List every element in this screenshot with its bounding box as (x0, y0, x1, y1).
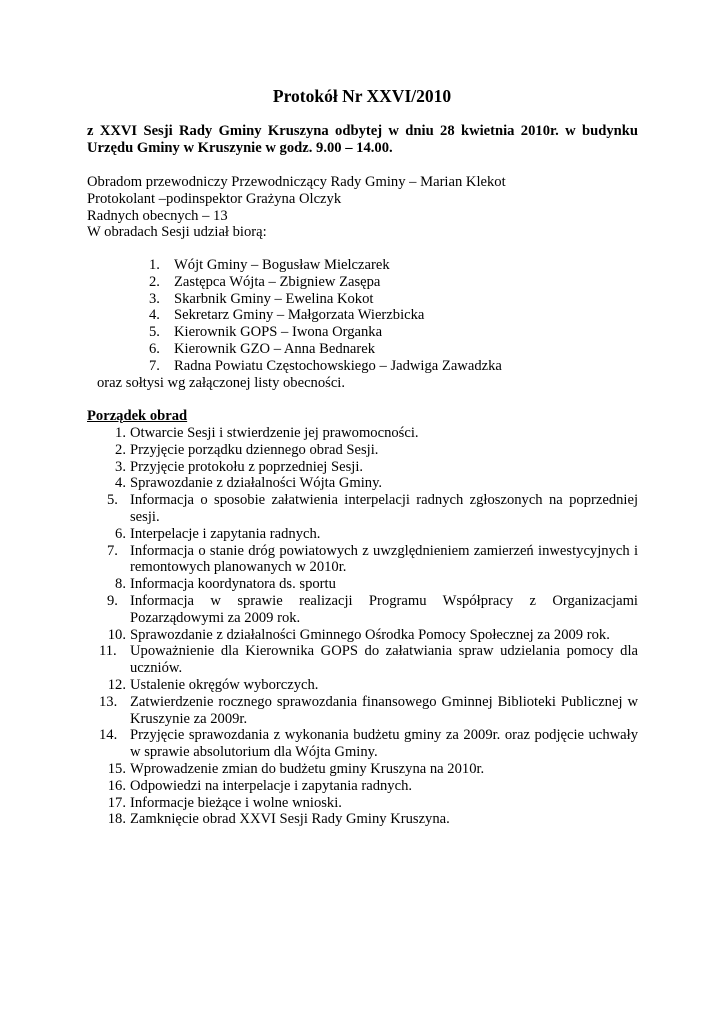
agenda-number: 15. (107, 760, 126, 777)
attendee-text: Zastępca Wójta – Zbigniew Zasępa (174, 273, 381, 290)
attendee-text: Kierownik GOPS – Iwona Organka (174, 324, 383, 341)
agenda-text: Otwarcie Sesji i stwierdzenie jej prawomocności. (130, 425, 419, 441)
agenda-item (99, 727, 638, 761)
agenda-number: 9. (107, 592, 118, 609)
agenda-number: 8. (115, 576, 126, 593)
agenda-text: Ustalenie okręgów wyborczych. (130, 676, 319, 693)
agenda-item (107, 543, 638, 577)
agenda-text: Sprawozdanie z działalności Wójta Gminy. (130, 475, 383, 492)
attendee-text: Kierownik GZO – Anna Bednarek (174, 340, 376, 357)
agenda-number: 13. (99, 693, 118, 710)
attendee-number: 7. (149, 357, 160, 374)
agenda-text: Zatwierdzenie rocznego sprawozdania finansowego Gminnej Biblioteki Publicznej w Kruszynie za 2009r. (130, 693, 638, 727)
agenda-item (107, 677, 638, 694)
village-heads-note: oraz sołtysi wg załączonej listy obecności. (97, 375, 346, 391)
attendee-number: 3. (149, 290, 160, 307)
agenda-text: Przyjęcie protokołu z poprzedniej Sesji. (130, 458, 364, 475)
attendee-text: Wójt Gminy – Bogusław Mielczarek (174, 257, 390, 273)
agenda-number: 12. (107, 676, 126, 693)
agenda-number: 3. (115, 458, 126, 475)
attendee-item (149, 307, 502, 324)
attendee-item (149, 257, 502, 274)
chairman-line: Obradom przewodniczy Przewodniczący Rady Gminy – Marian Klekot (87, 174, 506, 190)
agenda-item (107, 593, 638, 627)
agenda-number: 4. (115, 475, 126, 492)
agenda-text: Zamknięcie obrad XXVI Sesji Rady Gminy Kruszyna. (130, 811, 450, 828)
attendee-item (149, 341, 502, 358)
attendee-number: 5. (149, 324, 160, 341)
agenda-text: Wprowadzenie zmian do budżetu gminy Kruszyna na 2010r. (130, 760, 485, 777)
agenda-item (107, 811, 638, 828)
attendee-number: 1. (149, 257, 160, 273)
attendee-item (149, 291, 502, 308)
agenda-text: Informacja w sprawie realizacji Programu Współpracy z Organizacjami Pozarządowymi za 2009 rok. (130, 592, 638, 626)
agenda-item (107, 442, 638, 459)
agenda-item (107, 778, 638, 795)
attendee-item (149, 358, 502, 375)
agenda-number: 6. (115, 525, 126, 542)
participants-intro-line: W obradach Sesji udział biorą: (87, 224, 267, 241)
attendee-text: Skarbnik Gminy – Ewelina Kokot (174, 290, 374, 307)
agenda-item (107, 492, 638, 526)
agenda-number: 18. (107, 811, 126, 828)
attendee-number: 6. (149, 340, 160, 357)
attendee-item (149, 324, 502, 341)
agenda-text: Upoważnienie dla Kierownika GOPS do załatwiania spraw udzielania pomocy dla uczniów. (130, 643, 638, 677)
agenda-number: 2. (115, 441, 126, 458)
attendee-text: Radna Powiatu Częstochowskiego – Jadwiga Zawadzka (174, 357, 502, 374)
agenda-item (107, 425, 638, 442)
agenda-text: Przyjęcie porządku dziennego obrad Sesji. (130, 441, 379, 458)
recorder-line: Protokolant –podinspektor Grażyna Olczyk (87, 190, 342, 207)
councillors-present-line: Radnych obecnych – 13 (87, 207, 228, 224)
session-info (87, 174, 647, 241)
agenda-text: Informacja o sposobie załatwienia interpelacji radnych zgłoszonych na poprzedniej sesji. (130, 492, 638, 525)
agenda-item (107, 576, 638, 593)
attendee-item (149, 274, 502, 291)
agenda-item (107, 475, 638, 492)
agenda-number: 7. (107, 542, 118, 559)
agenda-number: 10. (107, 626, 126, 643)
agenda-item (107, 526, 638, 543)
agenda-text: Informacja koordynatora ds. sportu (130, 576, 336, 593)
agenda-heading: Porządek obrad (87, 408, 188, 424)
attendee-list (149, 257, 502, 375)
agenda-text: Interpelacje i zapytania radnych. (130, 525, 321, 542)
agenda-item (107, 459, 638, 476)
agenda-text: Odpowiedzi na interpelacje i zapytania radnych. (130, 777, 413, 794)
agenda-number: 14. (99, 727, 118, 744)
agenda-text: Informacje bieżące i wolne wnioski. (130, 794, 342, 811)
attendee-text: Sekretarz Gminy – Małgorzata Wierzbicka (174, 307, 425, 324)
agenda-text: Informacja o stanie dróg powiatowych z uwzględnieniem zamierzeń inwestycyjnych i remontowych planowanych w 2010r. (130, 542, 638, 576)
agenda-number: 1. (115, 425, 126, 441)
document-title: Protokół Nr XXVI/2010 (272, 86, 452, 106)
agenda-item (107, 761, 638, 778)
attendee-number: 2. (149, 273, 160, 290)
agenda-text: Przyjęcie sprawozdania z wykonania budżetu gminy za 2009r. oraz podjęcie uchwały w sprawie absolutorium dla Wójta Gminy. (130, 727, 638, 761)
session-intro: z XXVI Sesji Rady Gminy Kruszyna odbytej w dniu 28 kwietnia 2010r. w budynku Urzędu Gminy w Kruszynie w godz. 9.00 – 14.00. (87, 123, 638, 156)
agenda-item (99, 693, 638, 728)
attendee-number: 4. (149, 307, 160, 324)
agenda-number: 17. (107, 794, 126, 811)
agenda-number: 5. (107, 492, 118, 509)
agenda-item (107, 627, 638, 644)
agenda-text: Sprawozdanie z działalności Gminnego Ośrodka Pomocy Społecznej za 2009 rok. (130, 626, 610, 643)
agenda-number: 11. (99, 643, 117, 660)
agenda-number: 16. (107, 777, 126, 794)
agenda-item (107, 795, 638, 812)
agenda-item (99, 643, 638, 677)
agenda-list (99, 425, 638, 828)
